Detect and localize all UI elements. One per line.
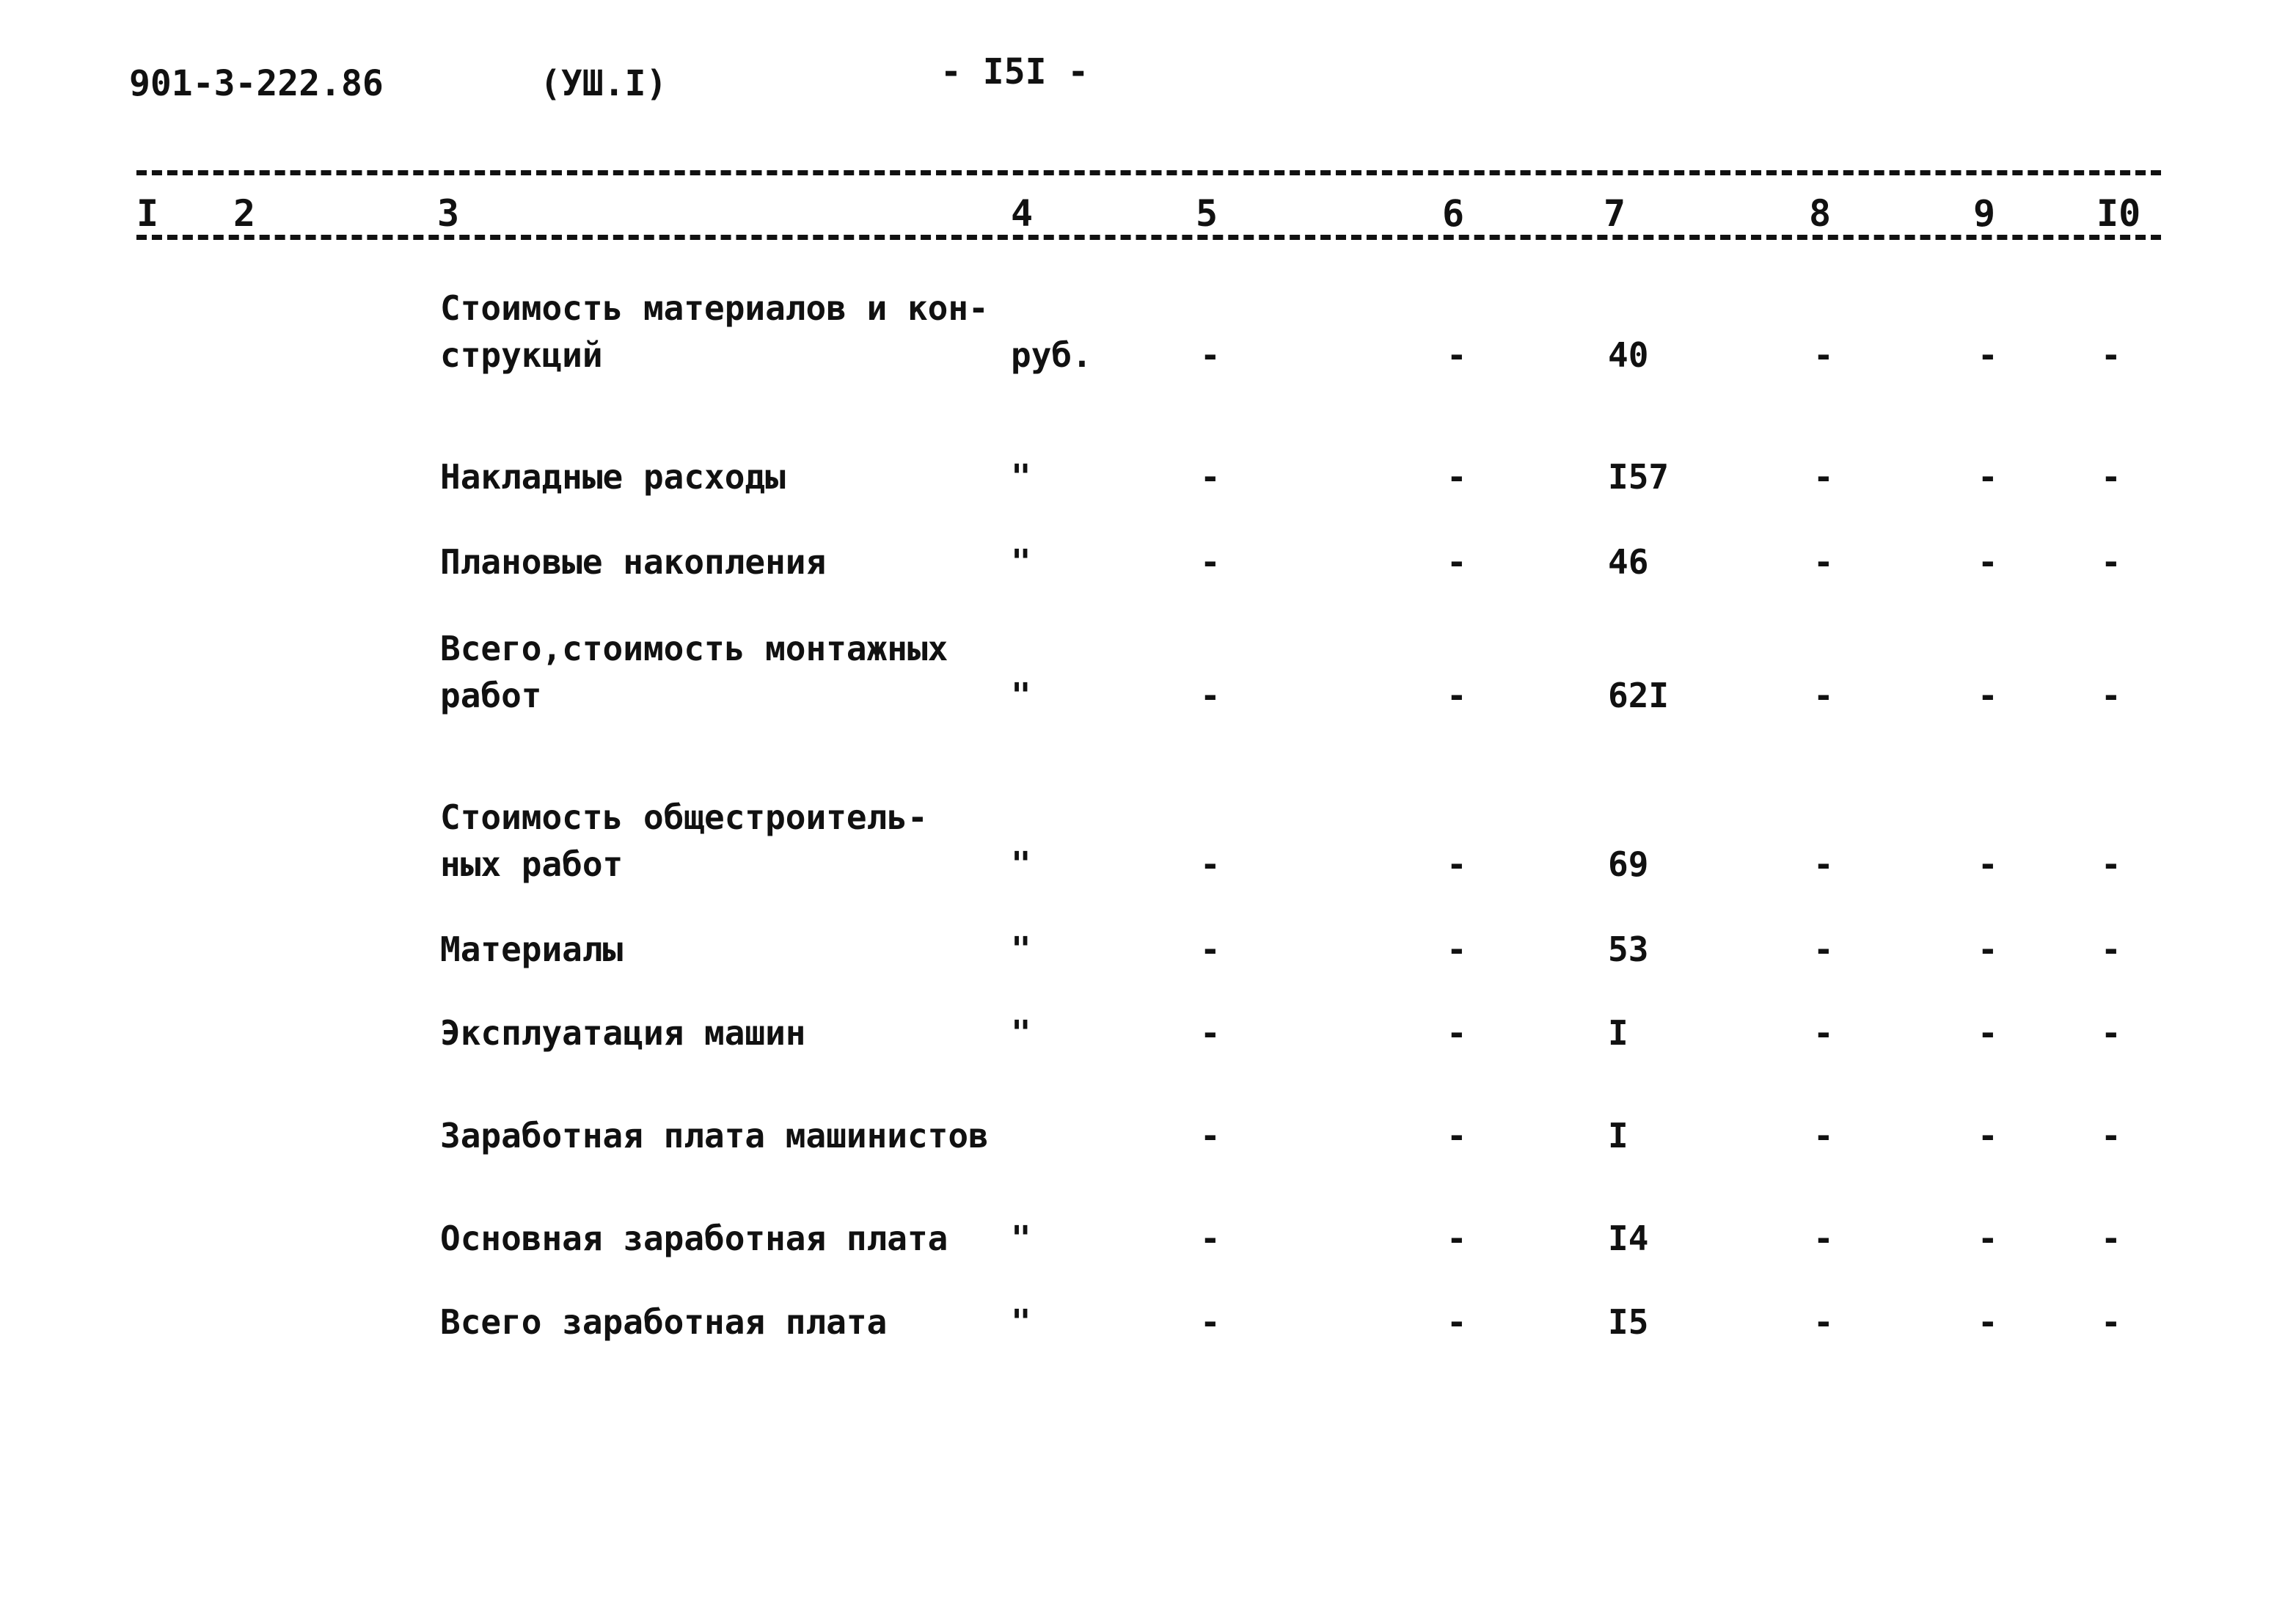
cell-c9: - [1978, 676, 1998, 715]
cell-c7: 53 [1608, 930, 1649, 969]
row-description: Основная заработная плата [440, 1219, 948, 1258]
cell-c8: - [1813, 1302, 1834, 1342]
cell-c5: - [1200, 1013, 1221, 1053]
cell-c7: 40 [1608, 335, 1649, 375]
cell-c9: - [1978, 1302, 1998, 1342]
cell-c6: - [1447, 542, 1467, 582]
cell-c8: - [1813, 1219, 1834, 1258]
cell-c10: - [2101, 457, 2121, 497]
cell-c8: - [1813, 335, 1834, 375]
cell-c8: - [1813, 676, 1834, 715]
cell-c7: 69 [1608, 844, 1649, 884]
cell-unit: " [1011, 930, 1031, 969]
cell-c8: - [1813, 844, 1834, 884]
cell-c5: - [1200, 844, 1221, 884]
cell-unit: " [1011, 457, 1031, 497]
cell-c8: - [1813, 457, 1834, 497]
cell-unit: " [1011, 1219, 1031, 1258]
cell-c9: - [1978, 457, 1998, 497]
row-description: Накладные расходы [440, 457, 786, 497]
row-description: Всего,стоимость монтажных работ [440, 629, 948, 715]
cell-c5: - [1200, 1219, 1221, 1258]
cell-c6: - [1447, 457, 1467, 497]
column-number-7: 7 [1604, 192, 1626, 235]
row-description: Стоимость общестроитель- ных работ [440, 797, 928, 884]
cell-c7: I [1608, 1013, 1628, 1053]
cell-c9: - [1978, 335, 1998, 375]
cell-c7: I4 [1608, 1219, 1649, 1258]
cell-c10: - [2101, 542, 2121, 582]
cell-c10: - [2101, 335, 2121, 375]
column-number-3: 3 [437, 192, 460, 235]
cell-c7: I [1608, 1116, 1628, 1155]
row-description: Заработная плата машинистов [440, 1116, 989, 1155]
table-header-rule [136, 235, 2161, 240]
cell-c9: - [1978, 542, 1998, 582]
cell-unit: руб. [1011, 335, 1092, 375]
column-number-5: 5 [1196, 192, 1218, 235]
cell-c8: - [1813, 1116, 1834, 1155]
cell-unit: " [1011, 1302, 1031, 1342]
cell-c6: - [1447, 1013, 1467, 1053]
cell-c9: - [1978, 1013, 1998, 1053]
cell-c6: - [1447, 335, 1467, 375]
table-top-rule [136, 170, 2161, 175]
column-number-2: 2 [233, 192, 256, 235]
cell-c8: - [1813, 542, 1834, 582]
cell-c7: I5 [1608, 1302, 1649, 1342]
cell-c7: 46 [1608, 542, 1649, 582]
column-number-6: 6 [1442, 192, 1465, 235]
cell-c5: - [1200, 676, 1221, 715]
cell-c10: - [2101, 1013, 2121, 1053]
column-number-10: I0 [2096, 192, 2141, 235]
cell-c9: - [1978, 1116, 1998, 1155]
cell-c6: - [1447, 676, 1467, 715]
row-description: Стоимость материалов и кон- струкций [440, 288, 989, 375]
cell-c10: - [2101, 1219, 2121, 1258]
cell-c10: - [2101, 1116, 2121, 1155]
column-number-8: 8 [1809, 192, 1832, 235]
cell-c9: - [1978, 930, 1998, 969]
cell-unit: " [1011, 1013, 1031, 1053]
cell-c7: 62I [1608, 676, 1670, 715]
column-number-1: I [136, 192, 159, 235]
cell-unit: " [1011, 542, 1031, 582]
cell-c8: - [1813, 930, 1834, 969]
cell-unit: " [1011, 844, 1031, 884]
cell-c6: - [1447, 844, 1467, 884]
cell-c5: - [1200, 335, 1221, 375]
cell-c10: - [2101, 1302, 2121, 1342]
cell-c6: - [1447, 930, 1467, 969]
cell-c5: - [1200, 457, 1221, 497]
cell-unit: " [1011, 676, 1031, 715]
page-number: - I5I - [940, 51, 1089, 92]
cell-c8: - [1813, 1013, 1834, 1053]
cell-c9: - [1978, 1219, 1998, 1258]
document-code: 901-3-222.86 [129, 63, 384, 104]
cell-c5: - [1200, 542, 1221, 582]
row-description: Плановые накопления [440, 542, 827, 582]
cell-c7: I57 [1608, 457, 1670, 497]
cell-c10: - [2101, 930, 2121, 969]
cell-c5: - [1200, 1302, 1221, 1342]
column-number-9: 9 [1973, 192, 1996, 235]
cell-c9: - [1978, 844, 1998, 884]
cell-c5: - [1200, 930, 1221, 969]
cell-c10: - [2101, 676, 2121, 715]
cell-c6: - [1447, 1302, 1467, 1342]
row-description: Всего заработная плата [440, 1302, 888, 1342]
row-description: Материалы [440, 930, 624, 969]
section-code: (УШ.I) [540, 63, 668, 104]
cell-c6: - [1447, 1116, 1467, 1155]
cell-c5: - [1200, 1116, 1221, 1155]
cell-c10: - [2101, 844, 2121, 884]
row-description: Эксплуатация машин [440, 1013, 806, 1053]
cell-c6: - [1447, 1219, 1467, 1258]
column-number-4: 4 [1011, 192, 1034, 235]
